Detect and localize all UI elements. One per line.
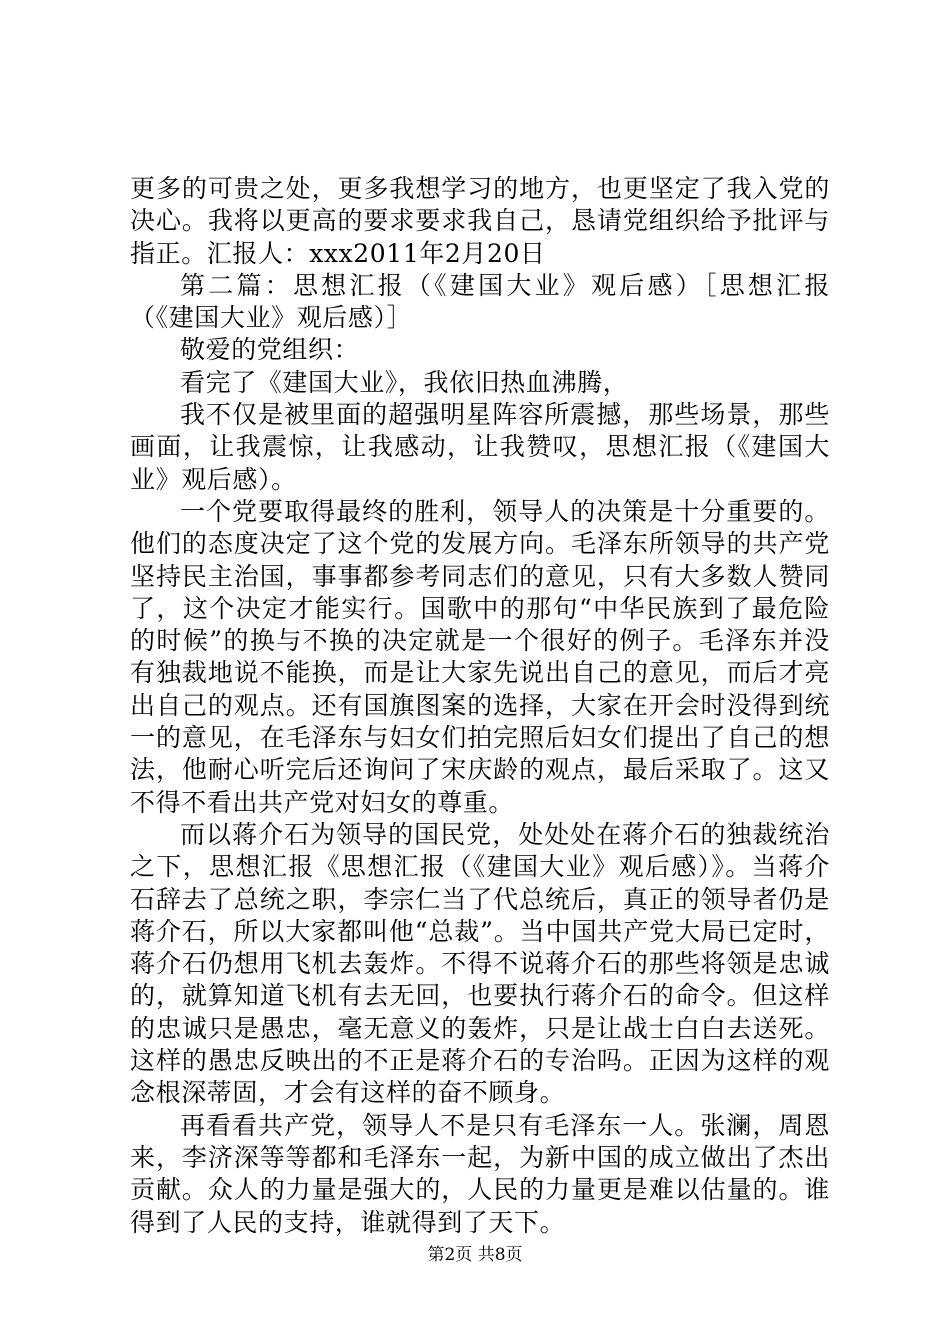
paragraph-salutation: 敬爱的党组织：: [180, 335, 360, 365]
paragraph-kmt: 而以蒋介石为领导的国民党，处处处在蒋介石的独裁统治之下，思想汇报《思想汇报（《建国大业》观后感）》。当蒋介石辞去了总统之职，李宗仁当了代总统后，真正的领导者仍是蒋介石，所以大家都叫他“总裁”。当中国共产党大局已定时，蒋介石仍想用飞机去轰炸。不得不说蒋介石的那些将领是忠诚的，就算知道飞机有去无回，也要执行蒋介石的命令。但这样的忠诚只是愚忠，毫无意义的轰炸，只是让战士白白去送死。这样的愚忠反映出的不正是蒋介石的专治吗。正因为这样的观念根深蒂固，才会有这样的奋不顾身。: [130, 819, 830, 1108]
paragraph-section-title: 第二篇：思想汇报（《建国大业》观后感）［思想汇报（《建国大业》观后感）］: [130, 270, 830, 333]
document-body: [130, 173, 830, 1239]
paragraph-leadership: 一个党要取得最终的胜利，领导人的决策是十分重要的。他们的态度决定了这个党的发展方向。毛泽东所领导的共产党坚持民主治国，事事都参考同志们的意见，只有大多数人赞同了，这个决定才能实行。国歌中的那句“中华民族到了最危险的时候”的换与不换的决定就是一个很好的例子。毛泽东并没有独裁地说不能换，而是让大家先说出自己的意见，而后才亮出自己的观点。还有国旗图案的选择，大家在开会时没得到统一的意见，在毛泽东与妇女们拍完照后妇女们提出了自己的想法，他耐心听完后还询问了宋庆龄的观点，最后采取了。这又不得不看出共产党对妇女的尊重。: [130, 496, 830, 817]
page-number-footer: 第2页 共8页: [427, 1245, 523, 1265]
paragraph-impression: 我不仅是被里面的超强明星阵容所震撼，那些场景，那些画面，让我震惊，让我感动，让我赞叹，思想汇报（《建国大业》观后感）。: [130, 400, 830, 494]
paragraph-conclusion: 再看看共产党，领导人不是只有毛泽东一人。张澜，周恩来，李济深等等都和毛泽东一起，为新中国的成立做出了杰出贡献。众人的力量是强大的，人民的力量更是难以估量的。谁得到了人民的支持，谁就得到了天下。: [130, 1110, 830, 1237]
paragraph-continuation: 更多的可贵之处，更多我想学习的地方，也更坚定了我入党的决心。我将以更高的要求要求我自己，恳请党组织给予批评与指正。汇报人：xxx2011年2月20日: [130, 174, 830, 268]
paragraph-opening: 看完了《建国大业》，我依旧热血沸腾，: [180, 367, 629, 397]
